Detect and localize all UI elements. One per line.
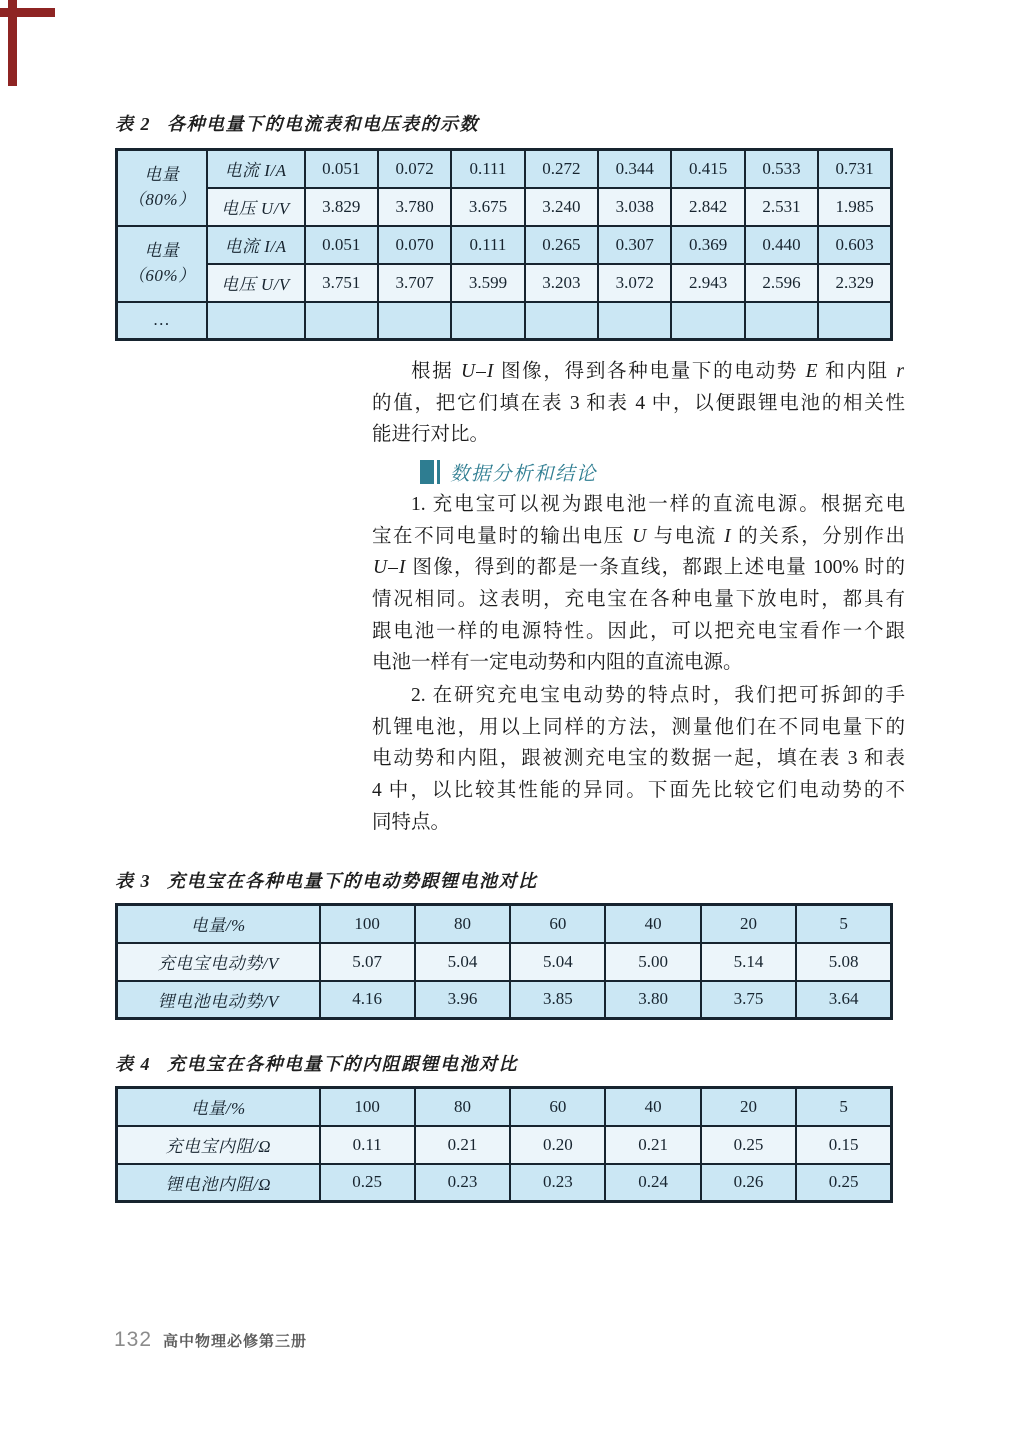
analysis-paragraph-1 <box>372 489 905 679</box>
table-cell: 40 <box>605 1088 700 1126</box>
table-cell: 3.707 <box>378 264 451 302</box>
text-line: 跟电池一样的电源特性。因此，可以把充电宝看作一个跟 <box>372 620 905 642</box>
section-marker-bar-icon <box>437 460 440 484</box>
table-cell: 60 <box>510 1088 605 1126</box>
table-cell: 5.04 <box>510 943 605 981</box>
table-cell: 2.943 <box>671 264 744 302</box>
table3-caption <box>115 867 538 893</box>
table-cell: 2.596 <box>745 264 818 302</box>
page-footer <box>114 1328 307 1352</box>
table-cell: 20 <box>701 905 796 943</box>
table-row <box>117 981 892 1019</box>
text-line: 4 中，以比较其性能的异同。下面先比较它们电动势的不 <box>372 780 905 802</box>
table-cell: 1.985 <box>818 188 891 226</box>
table-cell: 80 <box>415 1088 510 1126</box>
table-cell: 0.369 <box>671 226 744 264</box>
table-cell: 5 <box>796 1088 891 1126</box>
intro-paragraph <box>372 356 905 451</box>
text-line: 电池一样有一定电动势和内阻的直流电源。 <box>372 652 743 674</box>
table3-caption-title: 充电宝在各种电量下的电动势跟锂电池对比 <box>167 871 538 891</box>
table-cell: 0.051 <box>305 226 378 264</box>
table-cell: 0.21 <box>415 1126 510 1164</box>
table-row <box>117 188 892 226</box>
table-cell: 0.111 <box>451 226 524 264</box>
table2-caption-title: 各种电量下的电流表和电压表的示数 <box>167 114 479 134</box>
table-cell: 0.23 <box>415 1164 510 1202</box>
table4-caption-title: 充电宝在各种电量下的内阻跟锂电池对比 <box>167 1054 518 1074</box>
table-cell: 0.11 <box>320 1126 415 1164</box>
table-cell <box>818 302 891 340</box>
text-line: 机锂电池，用以上同样的方法，测量他们在不同电量下的 <box>372 716 905 738</box>
row-header-cell: 电流 I/A <box>207 150 305 188</box>
table-cell: 2.842 <box>671 188 744 226</box>
table-cell: 3.038 <box>598 188 671 226</box>
table-cell: 0.20 <box>510 1126 605 1164</box>
row-header-cell: 锂电池电动势/V <box>117 981 320 1019</box>
table-cell: 0.111 <box>451 150 524 188</box>
table-cell: 100 <box>320 1088 415 1126</box>
table-cell: 0.415 <box>671 150 744 188</box>
table-cell: 2.531 <box>745 188 818 226</box>
table3-caption-label: 表 3 <box>115 871 151 891</box>
table-cell: 0.15 <box>796 1126 891 1164</box>
table-cell: 0.603 <box>818 226 891 264</box>
table-cell <box>525 302 598 340</box>
section-header <box>420 458 597 485</box>
table-cell <box>451 302 524 340</box>
text-line: 能进行对比。 <box>372 424 490 446</box>
table-cell: 4.16 <box>320 981 415 1019</box>
row-header-cell: 充电宝电动势/V <box>117 943 320 981</box>
table-cell: 0.533 <box>745 150 818 188</box>
table4-resistance-comparison <box>115 1086 893 1203</box>
row-header-cell: 锂电池内阻/Ω <box>117 1164 320 1202</box>
table-row <box>117 1164 892 1202</box>
group-label-cell: 电量 （80%） <box>117 150 207 226</box>
table-cell: 3.85 <box>510 981 605 1019</box>
table-cell: 0.440 <box>745 226 818 264</box>
table-cell: 20 <box>701 1088 796 1126</box>
text-line: 的值，把它们填在表 3 和表 4 中，以便跟锂电池的相关性 <box>372 392 905 414</box>
table-cell: 5.14 <box>701 943 796 981</box>
row-header-cell: 电压 U/V <box>207 264 305 302</box>
table2-caption <box>115 110 479 136</box>
table-cell <box>378 302 451 340</box>
row-header-cell: 电压 U/V <box>207 188 305 226</box>
table-cell: 0.26 <box>701 1164 796 1202</box>
table-cell: 0.25 <box>320 1164 415 1202</box>
text-line: 根据 U–I 图像，得到各种电量下的电动势 E 和内阻 r <box>411 361 904 382</box>
table-cell: 0.344 <box>598 150 671 188</box>
table-cell <box>305 302 378 340</box>
table-row <box>117 226 892 264</box>
table-cell: 5.04 <box>415 943 510 981</box>
table-cell: 3.829 <box>305 188 378 226</box>
table-cell: 80 <box>415 905 510 943</box>
table-cell: 3.75 <box>701 981 796 1019</box>
table-cell: 3.751 <box>305 264 378 302</box>
table-cell: 0.25 <box>796 1164 891 1202</box>
text-line: U–I 图像，得到的都是一条直线，都跟上述电量 100% 时的 <box>373 557 905 579</box>
table-row <box>117 302 892 340</box>
table-cell: 3.780 <box>378 188 451 226</box>
table-cell: 0.25 <box>701 1126 796 1164</box>
book-title: 高中物理必修第三册 <box>163 1333 308 1350</box>
table2-caption-label: 表 2 <box>115 114 151 134</box>
group-label-cell: … <box>117 302 207 340</box>
text-line: 2. 在研究充电宝电动势的特点时，我们把可拆卸的手 <box>411 685 905 706</box>
section-title: 数据分析和结论 <box>450 463 598 485</box>
table-cell: 0.24 <box>605 1164 700 1202</box>
table-cell: 0.23 <box>510 1164 605 1202</box>
table-cell: 3.599 <box>451 264 524 302</box>
table4-caption-label: 表 4 <box>115 1054 151 1074</box>
table-cell: 3.675 <box>451 188 524 226</box>
table-cell: 0.051 <box>305 150 378 188</box>
table-cell: 5.07 <box>320 943 415 981</box>
section-marker-block-icon <box>420 460 434 484</box>
table-cell: 3.64 <box>796 981 891 1019</box>
table-cell: 3.203 <box>525 264 598 302</box>
text-line: 1. 充电宝可以视为跟电池一样的直流电源。根据充电 <box>411 494 905 515</box>
table-cell: 3.240 <box>525 188 598 226</box>
table-cell: 0.072 <box>378 150 451 188</box>
text-line: 电动势和内阻，跟被测充电宝的数据一起，填在表 3 和表 <box>372 748 905 770</box>
table3-emf-comparison <box>115 903 893 1020</box>
table-cell: 40 <box>605 905 700 943</box>
text-line: 情况相同。这表明，充电宝在各种电量下放电时，都具有 <box>372 589 905 611</box>
table-row <box>117 150 892 188</box>
table-cell: 0.070 <box>378 226 451 264</box>
table-cell: 5.08 <box>796 943 891 981</box>
table-cell: 0.272 <box>525 150 598 188</box>
text-line: 宝在不同电量时的输出电压 U 与电流 I 的关系，分别作出 <box>372 525 905 547</box>
table-cell: 100 <box>320 905 415 943</box>
table-cell: 0.307 <box>598 226 671 264</box>
row-header-cell: 电流 I/A <box>207 226 305 264</box>
page-number: 132 <box>114 1328 153 1351</box>
table-cell: 2.329 <box>818 264 891 302</box>
table-cell: 0.731 <box>818 150 891 188</box>
table-cell: 60 <box>510 905 605 943</box>
group-label-cell: 电量 （60%） <box>117 226 207 302</box>
table-row <box>117 1126 892 1164</box>
table-cell: 0.21 <box>605 1126 700 1164</box>
table-row <box>117 1088 892 1126</box>
row-header-cell: 电量/% <box>117 1088 320 1126</box>
table-cell: 0.265 <box>525 226 598 264</box>
table-cell: 5.00 <box>605 943 700 981</box>
text-line: 同特点。 <box>372 811 451 833</box>
table-cell: 3.80 <box>605 981 700 1019</box>
table-cell: 3.96 <box>415 981 510 1019</box>
table-cell <box>745 302 818 340</box>
corner-mark-horizontal <box>0 8 55 17</box>
table-cell <box>207 302 305 340</box>
table-row <box>117 264 892 302</box>
table-row <box>117 943 892 981</box>
table-cell <box>598 302 671 340</box>
table-cell: 5 <box>796 905 891 943</box>
table4-caption <box>115 1050 518 1076</box>
row-header-cell: 充电宝内阻/Ω <box>117 1126 320 1164</box>
table2-meter-readings <box>115 148 893 341</box>
table-cell: 3.072 <box>598 264 671 302</box>
row-header-cell: 电量/% <box>117 905 320 943</box>
table-cell <box>671 302 744 340</box>
table-row <box>117 905 892 943</box>
analysis-paragraph-2 <box>372 680 905 838</box>
